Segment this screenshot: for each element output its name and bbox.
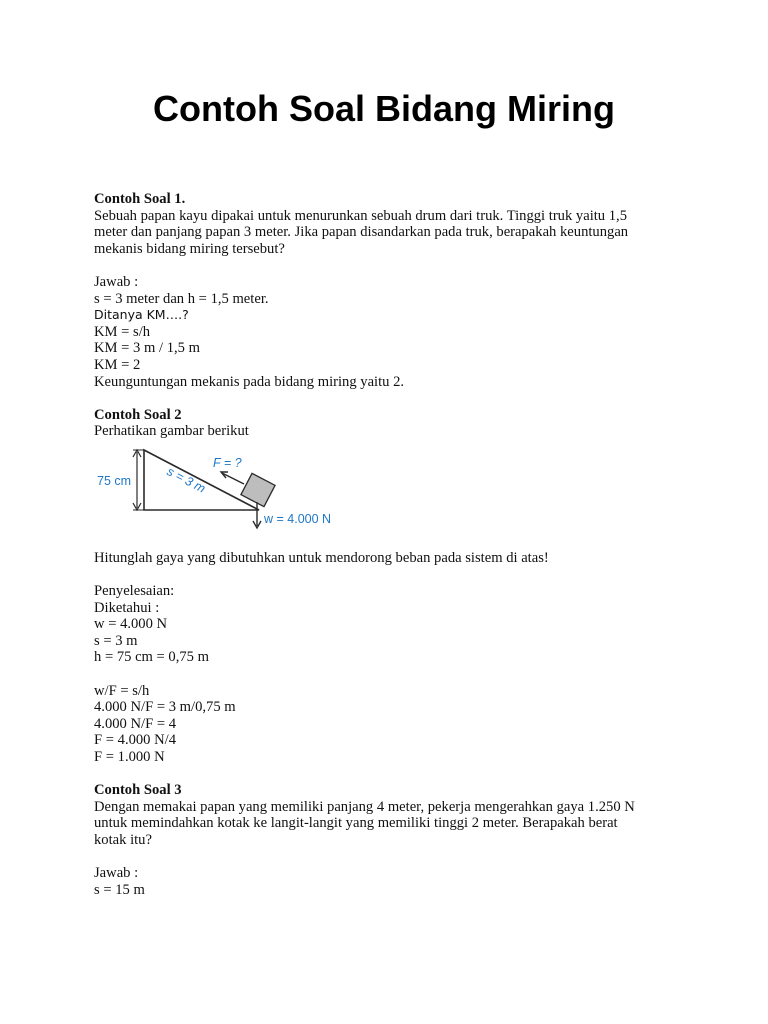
soal2-heading: Contoh Soal 2 xyxy=(94,406,182,423)
soal2-question: Hitunglah gaya yang dibutuhkan untuk mendorong beban pada sistem di atas! xyxy=(94,549,549,566)
soal2-calc-line: 4.000 N/F = 3 m/0,75 m xyxy=(94,699,236,716)
soal1-heading: Contoh Soal 1. xyxy=(94,191,186,207)
soal3-answer-line: s = 15 m xyxy=(94,881,145,898)
soal1-answer-label: Jawab : xyxy=(94,273,139,290)
soal1-answer-line: s = 3 meter dan h = 1,5 meter. xyxy=(94,290,269,307)
soal2-calc-line: F = 4.000 N/4 xyxy=(94,732,177,749)
soal3-answer-label: Jawab : xyxy=(94,865,139,882)
soal2-calc-line: F = 1.000 N xyxy=(94,749,165,766)
soal2-intro: Perhatikan gambar berikut xyxy=(94,423,249,440)
soal2-calc-line: w/F = s/h xyxy=(94,682,150,699)
document-body xyxy=(94,191,694,898)
soal3-heading: Contoh Soal 3 xyxy=(94,782,182,799)
soal2-calc-line: 4.000 N/F = 4 xyxy=(94,715,177,732)
soal1-text-line: meter dan panjang papan 3 meter. Jika papan disandarkan pada truk, berapakah keuntungan xyxy=(94,224,629,241)
soal3-text-line: Dengan memakai papan yang memiliki panjang 4 meter, pekerja mengerahkan gaya 1.250 N xyxy=(94,798,635,815)
force-label: F = ? xyxy=(213,455,242,470)
soal1-answer-line: KM = 2 xyxy=(94,356,141,373)
load-box xyxy=(241,473,275,506)
soal2-known-line: h = 75 cm = 0,75 m xyxy=(94,649,209,666)
height-label: 75 cm xyxy=(97,473,132,488)
soal1-answer-line: Keunguntungan mekanis pada bidang miring yaitu 2. xyxy=(94,373,405,390)
soal2-solution-label: Penyelesaian: xyxy=(94,583,175,600)
soal1-answer-line: KM = s/h xyxy=(94,323,151,340)
page-title: Contoh Soal Bidang Miring xyxy=(153,88,615,129)
soal1-text-line: mekanis bidang miring tersebut? xyxy=(94,240,285,257)
soal1-text-line: Sebuah papan kayu dipakai untuk menurunkan sebuah drum dari truk. Tinggi truk yaitu 1,5 xyxy=(94,207,627,224)
soal2-known-line: w = 4.000 N xyxy=(94,616,168,633)
slope-label: s = 3 m xyxy=(164,464,208,496)
force-arrow xyxy=(222,473,244,484)
weight-label: w = 4.000 N xyxy=(264,511,332,526)
soal3-text-line: kotak itu? xyxy=(94,832,152,848)
soal1-answer-line: Ditanya KM….? xyxy=(94,307,189,323)
inclined-plane-figure xyxy=(94,446,344,534)
soal1-answer-line: KM = 3 m / 1,5 m xyxy=(94,340,200,357)
soal2-known-line: s = 3 m xyxy=(94,632,138,649)
soal2-known-label: Diketahui : xyxy=(94,599,160,616)
soal3-text-line: untuk memindahkan kotak ke langit-langit yang memiliki tinggi 2 meter. Berapakah berat xyxy=(94,815,618,832)
